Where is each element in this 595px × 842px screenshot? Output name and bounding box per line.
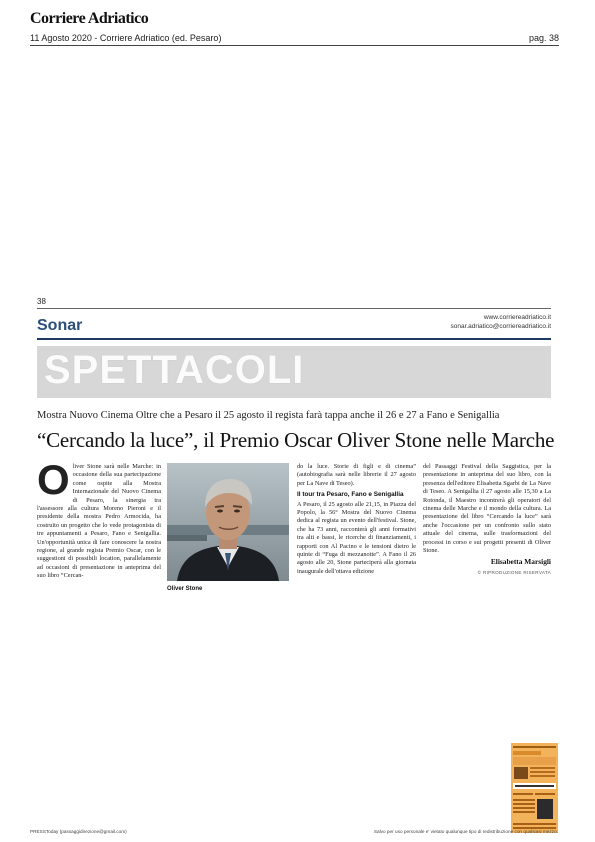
column-3-text: del Passaggi Festival della Saggistica, per la presentazione in anteprima del suo libro, con la presenza dell'editore Elisabetta Sgarbi de La Nave di Teseo. A Senigallia il 27 agosto alle 15,30 a La Rotonda, il Maestro incontrerà gli operatori del cinema delle Marche e il mondo della cultura. La presentazione del libro “Cercando la luce” sarà anche l'occasione per un confronto sullo stato attuale del cinema, sulle trasformazioni del processi in corso e sui progetti presenti di Oliver Stone. (423, 463, 551, 555)
section-rule (37, 308, 551, 309)
section-website: www.corriereadriatico.it (483, 314, 551, 321)
article-column-3 (423, 463, 551, 577)
header-rule (30, 45, 559, 46)
page-number: pag. 38 (528, 33, 559, 43)
article-column-1 (37, 456, 161, 581)
article-headline: “Cercando la luce”, il Premio Oscar Oliver Stone nelle Marche (37, 428, 555, 452)
thumbnail-illustration (511, 743, 558, 833)
column-1-text: liver Stone sarà nelle Marche: in occasione della sua partecipazione come ospite alla Mostra Internazionale del Nuovo Cinema di Pesaro, la sinergia tra l'assessore alla cultura Moreno Pieroni e il presidente della mostra Pedro Armocida, ha costruito un progetto che lo vede protagonista di tre appuntamenti a Pesaro, Fano e Senigallia. Un'opportunità unica di fare conoscere la nostra regione, al grande regista Premio Oscar, con le suggestioni di possibili location, parallelamente ad occasioni di presentazione in anteprima del suo libro “Cercan- (37, 463, 161, 580)
section-page-number: 38 (37, 297, 46, 306)
footer-disclaimer: Salvo per uso personale e' vietato qualunque tipo di redistribuzione con qualsiasi mezzo. (373, 829, 558, 834)
masthead: Corriere Adriatico (30, 10, 149, 27)
section-email: sonar.adriatico@corriereadriatico.it (450, 323, 551, 330)
footer-source: PRESSToday (passaggidirezione@gmail.com) (30, 829, 127, 834)
category-title: SPETTACOLI (44, 348, 305, 392)
portrait-illustration (167, 463, 289, 581)
column-2-text-b: A Pesaro, il 25 agosto alle 21,15, in Piazza del Popolo, la 56° Mostra del Nuovo Cinema dedica al regista un evento dell'festival. Stone, che ha 73 anni, racconterà gli anni formativi tra alti e bassi, le ricerche di finanziamenti, i rapporti con Al Pacino e le tensioni dietro le quinte di “Fuga di mezzanotte”. A Fano il 26 agosto alle 20, Stone parteciperà alla giornata inaugurale dell'ottava edizione (297, 500, 416, 575)
section-contacts (450, 313, 551, 331)
article-column-2 (297, 463, 416, 576)
photo-caption: Oliver Stone (167, 586, 203, 592)
article-kicker: Mostra Nuovo Cinema Oltre che a Pesaro il 25 agosto il regista farà tappa anche il 26 e 27 a Fano e Senigallia (37, 410, 500, 421)
column-2-text-a: do la luce. Storie di figli e di cinema” (autobiografia sarà nelle librerie il 27 agosto per La Nave di Teseo). (297, 463, 416, 487)
article-subhead: Il tour tra Pesaro, Fano e Senigallia (297, 491, 404, 499)
rights-notice: © RIPRODUZIONE RISERVATA (477, 569, 551, 575)
oliver-stone-photo (167, 463, 289, 581)
author-signature: Elisabetta Marsigli (490, 557, 551, 567)
dateline: 11 Agosto 2020 - Corriere Adriatico (ed. Pesaro) (30, 33, 222, 43)
section-name-rule (37, 338, 551, 340)
page-thumbnail (511, 743, 558, 833)
section-name: Sonar (37, 317, 83, 334)
drop-cap: O (37, 456, 70, 503)
